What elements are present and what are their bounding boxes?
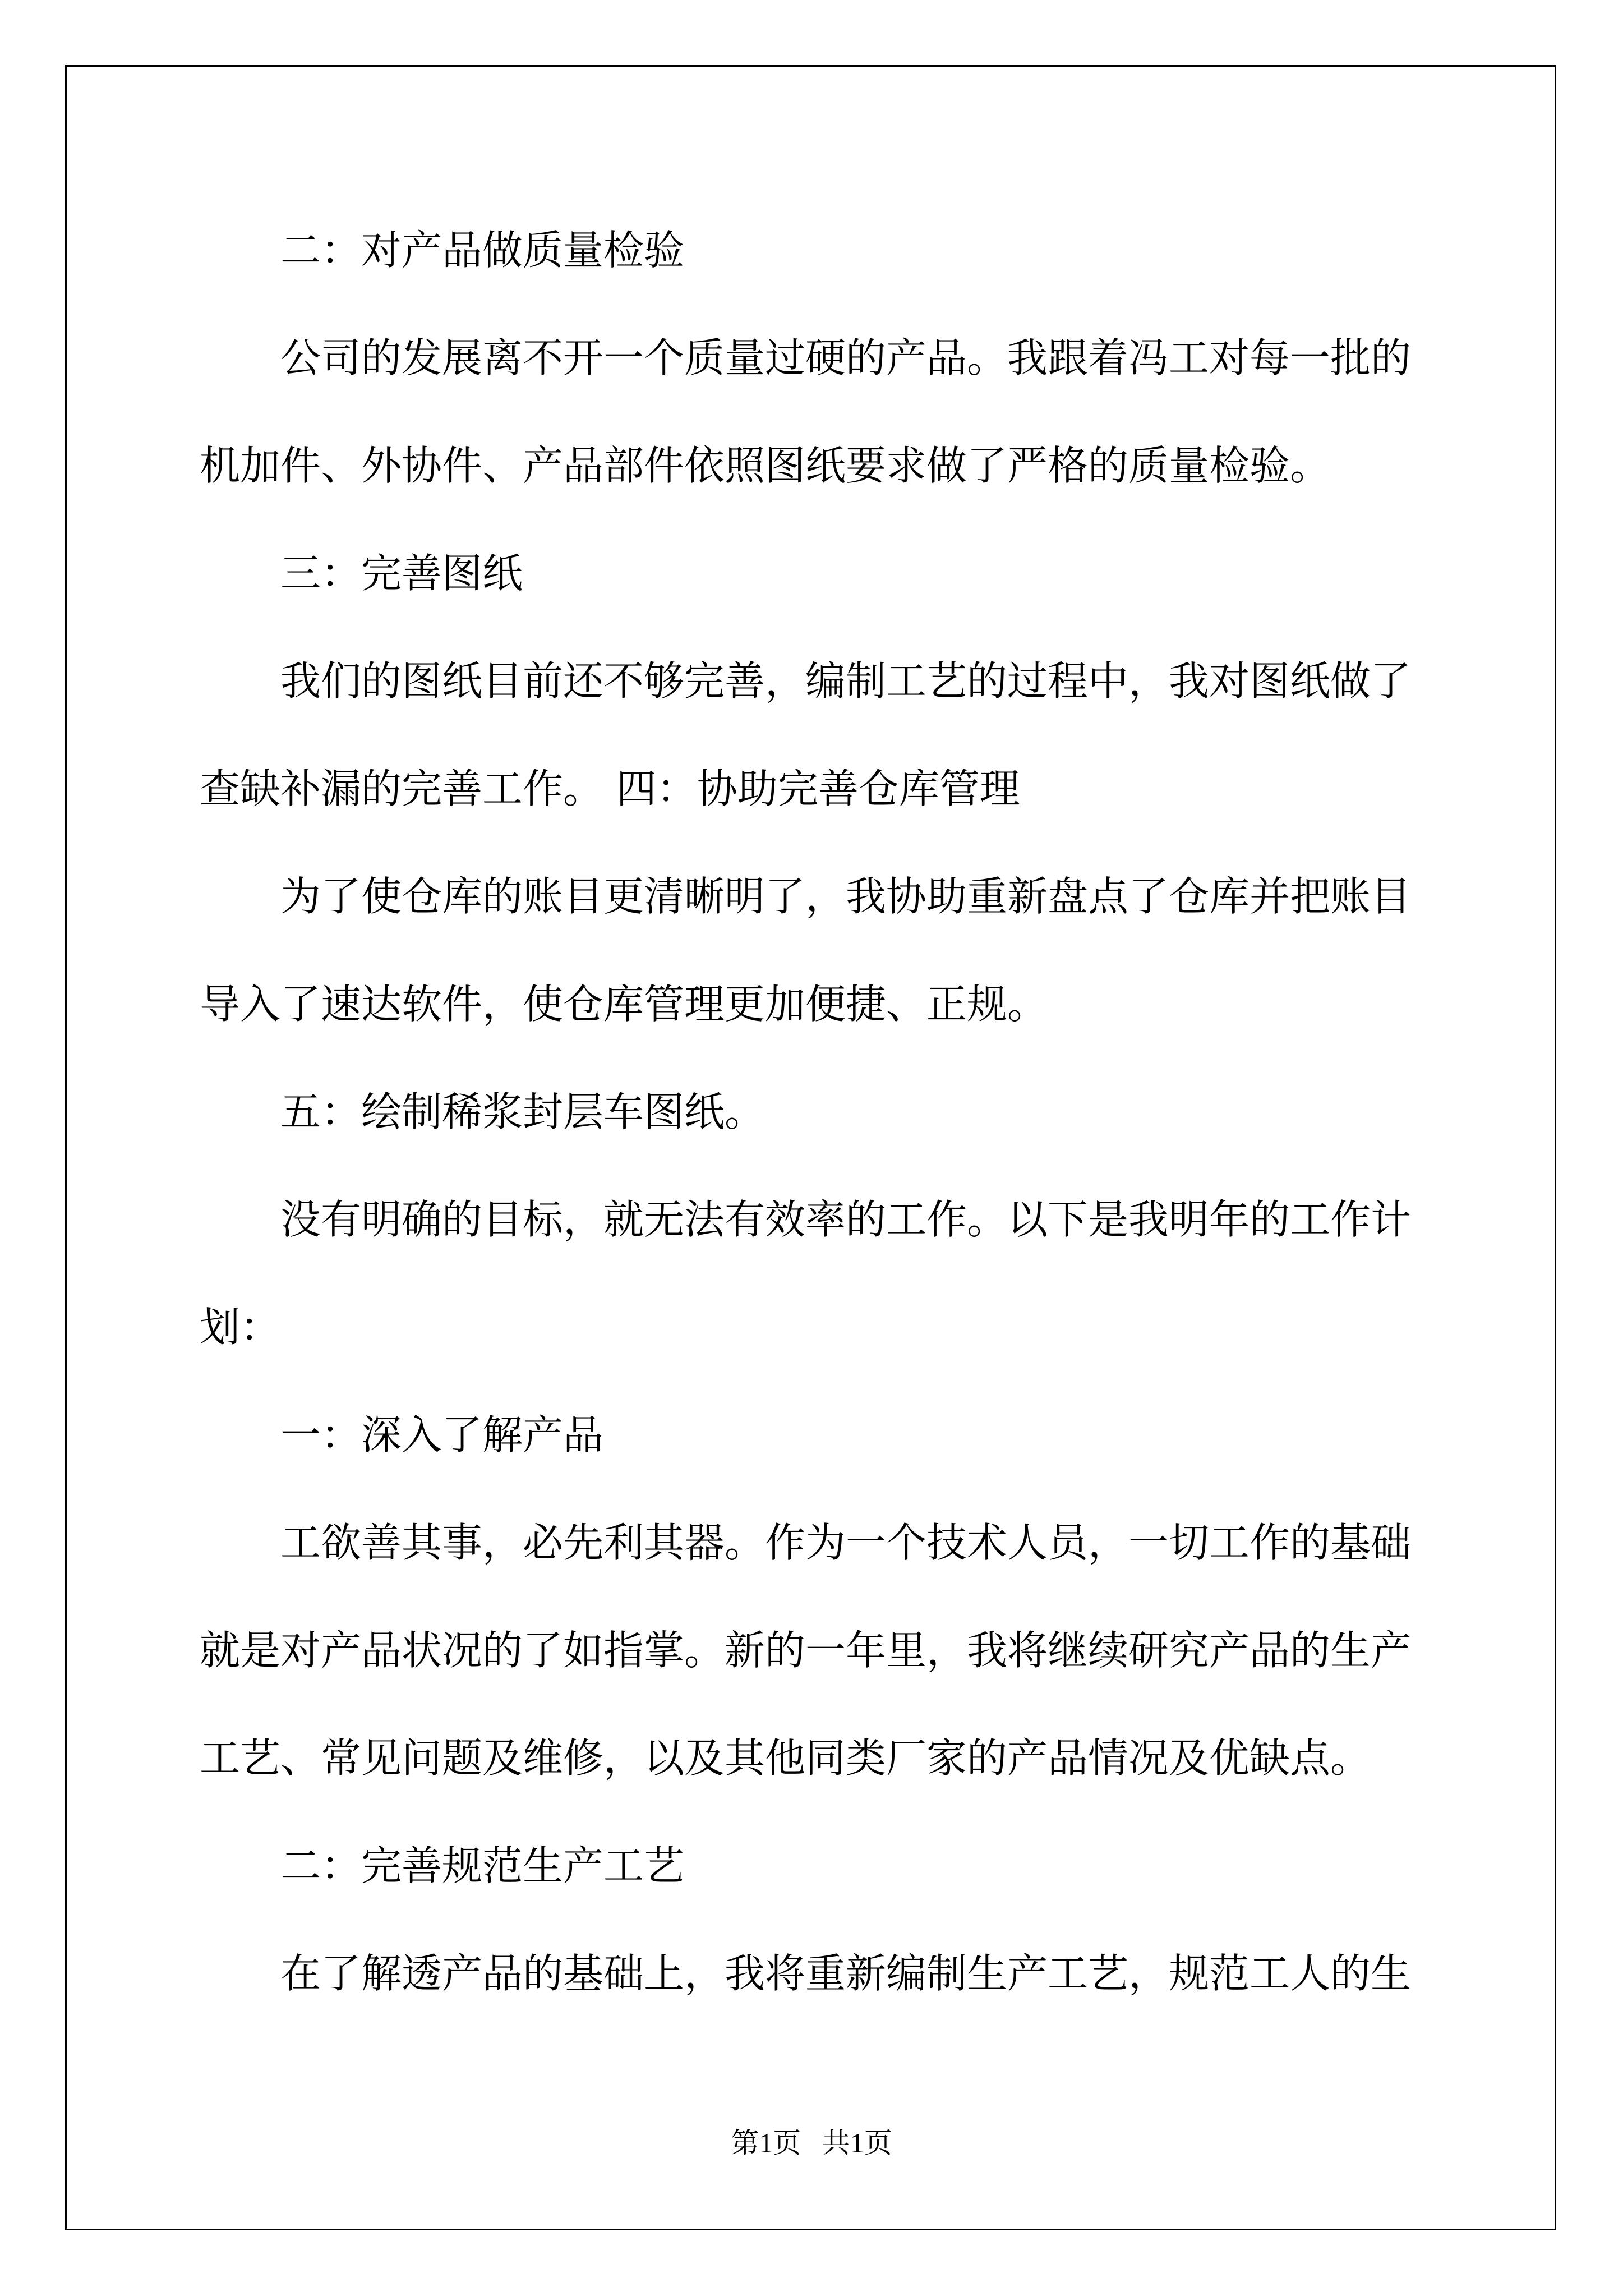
paragraph-line: 在了解透产品的基础上，我将重新编制生产工艺，规范工人的生 (280, 1950, 1412, 1997)
paragraph-line: 公司的发展离不开一个质量过硬的产品。我跟着冯工对每一批的 (280, 334, 1412, 381)
section-heading: 三：完善图纸 (280, 550, 523, 597)
paragraph-line: 导入了速达软件，使仓库管理更加便捷、正规。 (200, 981, 1048, 1028)
section-heading: 二：完善规范生产工艺 (280, 1842, 685, 1889)
section-heading: 五：绘制稀浆封层车图纸。 (280, 1088, 766, 1135)
paragraph-line: 机加件、外协件、产品部件依照图纸要求做了严格的质量检验。 (200, 442, 1331, 489)
paragraph-line: 查缺补漏的完善工作。 四：协助完善仓库管理 (200, 765, 1020, 812)
paragraph-line: 划： (200, 1304, 281, 1351)
paragraph-line: 工欲善其事，必先利其器。作为一个技术人员，一切工作的基础 (280, 1519, 1412, 1566)
section-heading: 一：深入了解产品 (280, 1411, 604, 1458)
page-number-footer: 第1页 共1页 (731, 2127, 892, 2159)
paragraph-line: 没有明确的目标，就无法有效率的工作。以下是我明年的工作计 (280, 1196, 1412, 1243)
paragraph-line: 工艺、常见问题及维修，以及其他同类厂家的产品情况及优缺点。 (200, 1734, 1371, 1782)
paragraph-line: 就是对产品状况的了如指掌。新的一年里，我将继续研究产品的生产 (200, 1627, 1412, 1674)
section-heading: 二：对产品做质量检验 (280, 227, 685, 274)
paragraph-line: 为了使仓库的账目更清晰明了，我协助重新盘点了仓库并把账目 (280, 873, 1412, 920)
paragraph-line: 我们的图纸目前还不够完善，编制工艺的过程中，我对图纸做了 (280, 657, 1412, 705)
page-border (65, 65, 1556, 2230)
